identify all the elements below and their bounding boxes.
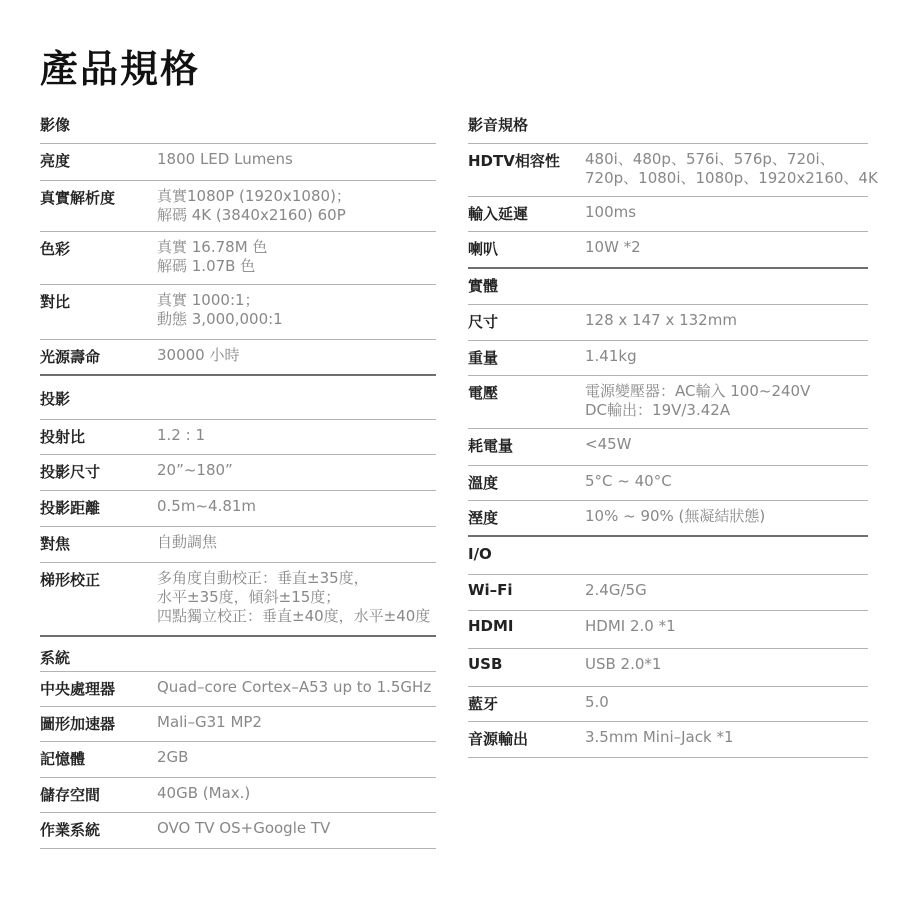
spec-value: 40GB (Max.) [157,784,251,802]
right-spec-column [468,108,878,758]
spec-value: 自動調焦 [157,533,218,551]
spec-value: 多角度自動校正：垂直±35度， 水平±35度，傾斜±15度； 四點獨立校正：垂直±40度，水平±40度 [157,569,431,625]
spec-value: 真實 16.78M 色 解碼 1.07B 色 [157,238,268,275]
spec-row-memory [40,742,436,778]
spec-label: 輸入延遲 [468,205,529,223]
spec-value: 1.2 : 1 [157,426,205,444]
spec-value: 128 x 147 x 132mm [585,311,737,329]
spec-label: 投影尺寸 [40,463,101,481]
spec-label: HDMI [468,617,514,635]
spec-label: 光源壽命 [40,348,101,366]
spec-label: HDTV相容性 [468,152,560,170]
spec-label: 尺寸 [468,313,499,331]
spec-row-keystone [40,563,436,637]
spec-label: 音源輸出 [468,730,529,748]
spec-value: 3.5mm Mini–Jack *1 [585,728,734,746]
spec-value: 真實1080P (1920x1080)； 解碼 4K (3840x2160) 60P [157,187,351,224]
spec-value: 真實 1000:1； 動態 3,000,000:1 [157,291,283,328]
spec-value: HDMI 2.0 *1 [585,617,676,635]
spec-row-contrast [40,285,436,340]
spec-label: 中央處理器 [40,680,116,698]
spec-label: 色彩 [40,240,71,258]
section-header-image: 影像 [40,108,436,144]
spec-row-focus [40,527,436,563]
left-spec-column [40,108,436,849]
spec-row-speaker [468,232,868,269]
spec-value: 480i、480p、576i、576p、720i、 720p、1080i、1080p、1920x2160、4K [585,150,878,187]
spec-value: 電源變壓器：AC輸入 100~240V DC輸出：19V/3.42A [585,382,811,419]
spec-row-usb [468,649,868,687]
section-header-io: I/O [468,537,868,575]
spec-row-lamp-life [40,340,436,376]
spec-row-hdmi [468,611,868,649]
spec-row-bluetooth [468,687,868,722]
spec-row-voltage [468,376,868,429]
spec-row-color [40,232,436,285]
spec-label: 溼度 [468,509,499,527]
spec-row-temperature [468,466,868,501]
spec-label: 圖形加速器 [40,715,116,733]
spec-row-throw-ratio [40,420,436,455]
spec-value: 0.5m~4.81m [157,497,257,515]
spec-label: 對比 [40,293,71,311]
spec-row-weight [468,341,868,376]
spec-value: <45W [585,435,632,453]
section-header-physical: 實體 [468,269,868,305]
section-header-projection: 投影 [40,376,436,420]
spec-value: 2.4G/5G [585,581,647,599]
spec-value: 10% ~ 90% (無凝結狀態) [585,507,766,525]
spec-label: 耗電量 [468,437,514,455]
spec-label: 真實解析度 [40,189,116,207]
spec-label: 對焦 [40,535,71,553]
spec-label: 溫度 [468,474,499,492]
spec-label: 重量 [468,349,499,367]
spec-value: OVO TV OS+Google TV [157,819,331,837]
spec-value: USB 2.0*1 [585,655,662,673]
spec-row-projection-size [40,455,436,491]
spec-label: 投影距離 [40,499,101,517]
spec-label: 喇叭 [468,240,499,258]
spec-value: 30000 小時 [157,346,240,364]
spec-row-dimensions [468,305,868,341]
spec-row-projection-distance [40,491,436,527]
spec-value: 2GB [157,748,189,766]
spec-value: 20”~180” [157,461,233,479]
spec-label: 儲存空間 [40,786,101,804]
spec-value: 5°C ~ 40°C [585,472,672,490]
spec-value: 10W *2 [585,238,641,256]
spec-row-input-lag [468,197,868,232]
spec-row-brightness [40,144,436,181]
spec-row-wifi [468,575,868,611]
spec-value: 5.0 [585,693,609,711]
spec-label: 投射比 [40,428,86,446]
spec-value: 100ms [585,203,637,221]
spec-value: 1.41kg [585,347,637,365]
spec-row-humidity [468,501,868,537]
spec-label: 梯形校正 [40,571,101,589]
spec-row-cpu [40,672,436,707]
spec-label: 藍牙 [468,695,499,713]
spec-row-resolution [40,181,436,232]
spec-row-gpu [40,707,436,742]
spec-label: Wi–Fi [468,581,513,599]
spec-row-power-consumption [468,429,868,466]
spec-label: 記憶體 [40,750,86,768]
spec-row-audio-out [468,722,868,758]
section-header-system: 系統 [40,637,436,672]
spec-row-hdtv [468,144,878,197]
spec-row-os [40,813,436,849]
page-title: 產品規格 [40,47,201,91]
spec-value: Mali–G31 MP2 [157,713,262,731]
spec-label: 亮度 [40,152,71,170]
spec-value: Quad–core Cortex–A53 up to 1.5GHz [157,678,432,696]
spec-label: 作業系統 [40,821,101,839]
section-header-av: 影音規格 [468,108,868,144]
spec-label: USB [468,655,503,673]
spec-row-storage [40,778,436,813]
spec-value: 1800 LED Lumens [157,150,293,168]
spec-label: 電壓 [468,384,499,402]
